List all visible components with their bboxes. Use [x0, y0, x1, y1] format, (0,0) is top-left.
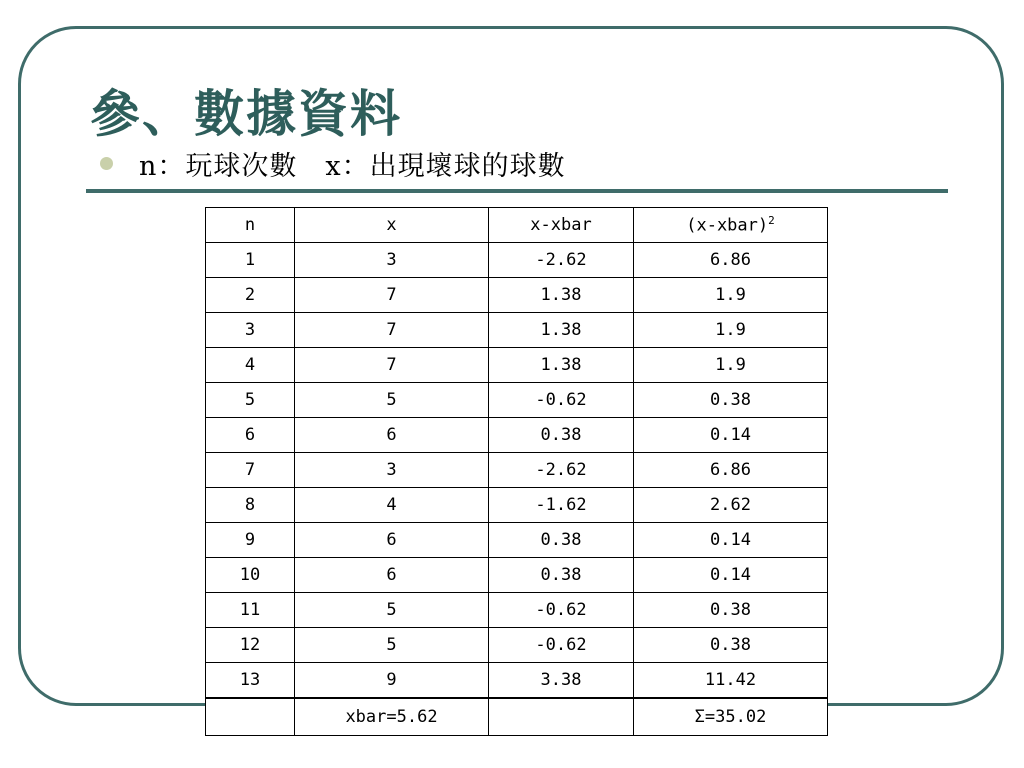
bullet-text: n：玩球次數 x：出現壞球的球數	[139, 150, 566, 182]
cell-x: 6	[295, 418, 489, 453]
cell-x: 7	[295, 313, 489, 348]
cell-squared: 0.38	[634, 593, 828, 628]
cell-n: 5	[206, 383, 295, 418]
cell-x: 7	[295, 348, 489, 383]
table-summary-row	[206, 698, 828, 736]
summary-sum: Σ=35.02	[634, 698, 828, 736]
summary-diff	[489, 698, 634, 736]
cell-n: 11	[206, 593, 295, 628]
cell-diff: -0.62	[489, 383, 634, 418]
cell-n: 13	[206, 663, 295, 698]
cell-x: 5	[295, 383, 489, 418]
cell-x: 6	[295, 558, 489, 593]
cell-squared: 1.9	[634, 278, 828, 313]
cell-n: 2	[206, 278, 295, 313]
cell-x: 6	[295, 523, 489, 558]
table-row	[206, 453, 828, 488]
table-row	[206, 383, 828, 418]
cell-x: 3	[295, 243, 489, 278]
summary-n	[206, 698, 295, 736]
table-row	[206, 558, 828, 593]
cell-x: 5	[295, 593, 489, 628]
table-row	[206, 488, 828, 523]
cell-squared: 0.38	[634, 383, 828, 418]
data-table	[205, 207, 828, 736]
cell-n: 1	[206, 243, 295, 278]
cell-x: 4	[295, 488, 489, 523]
header-diff: x-xbar	[489, 208, 634, 243]
cell-n: 12	[206, 628, 295, 663]
cell-diff: 3.38	[489, 663, 634, 698]
cell-diff: 0.38	[489, 558, 634, 593]
cell-squared: 0.14	[634, 558, 828, 593]
cell-n: 6	[206, 418, 295, 453]
table-row	[206, 593, 828, 628]
cell-diff: 1.38	[489, 278, 634, 313]
cell-n: 3	[206, 313, 295, 348]
cell-n: 7	[206, 453, 295, 488]
cell-squared: 6.86	[634, 453, 828, 488]
header-squared-exponent: 2	[768, 214, 775, 228]
table-header-row	[206, 208, 828, 243]
cell-diff: -1.62	[489, 488, 634, 523]
cell-squared: 0.38	[634, 628, 828, 663]
bullet-dot-icon	[100, 157, 113, 170]
cell-diff: 0.38	[489, 418, 634, 453]
table-row	[206, 628, 828, 663]
cell-diff: 1.38	[489, 313, 634, 348]
summary-mean: xbar=5.62	[295, 698, 489, 736]
cell-diff: 0.38	[489, 523, 634, 558]
cell-n: 10	[206, 558, 295, 593]
cell-squared: 6.86	[634, 243, 828, 278]
cell-x: 5	[295, 628, 489, 663]
title-divider	[86, 189, 948, 193]
cell-squared: 1.9	[634, 348, 828, 383]
cell-diff: -2.62	[489, 243, 634, 278]
table-row	[206, 313, 828, 348]
header-x: x	[295, 208, 489, 243]
table-row	[206, 348, 828, 383]
cell-squared: 0.14	[634, 418, 828, 453]
cell-diff: -0.62	[489, 593, 634, 628]
cell-n: 9	[206, 523, 295, 558]
header-n: n	[206, 208, 295, 243]
cell-squared: 0.14	[634, 523, 828, 558]
table-row	[206, 418, 828, 453]
cell-n: 4	[206, 348, 295, 383]
cell-x: 9	[295, 663, 489, 698]
table-row	[206, 243, 828, 278]
cell-squared: 11.42	[634, 663, 828, 698]
header-squared-base: (x-xbar)	[686, 215, 769, 236]
cell-diff: -0.62	[489, 628, 634, 663]
cell-diff: -2.62	[489, 453, 634, 488]
table-row	[206, 523, 828, 558]
table-row	[206, 278, 828, 313]
table-row	[206, 663, 828, 698]
header-squared	[634, 208, 828, 243]
slide-title: 參、數據資料	[90, 84, 402, 143]
cell-squared: 1.9	[634, 313, 828, 348]
cell-diff: 1.38	[489, 348, 634, 383]
cell-x: 3	[295, 453, 489, 488]
bullet-item	[100, 143, 566, 183]
cell-n: 8	[206, 488, 295, 523]
cell-squared: 2.62	[634, 488, 828, 523]
cell-x: 7	[295, 278, 489, 313]
